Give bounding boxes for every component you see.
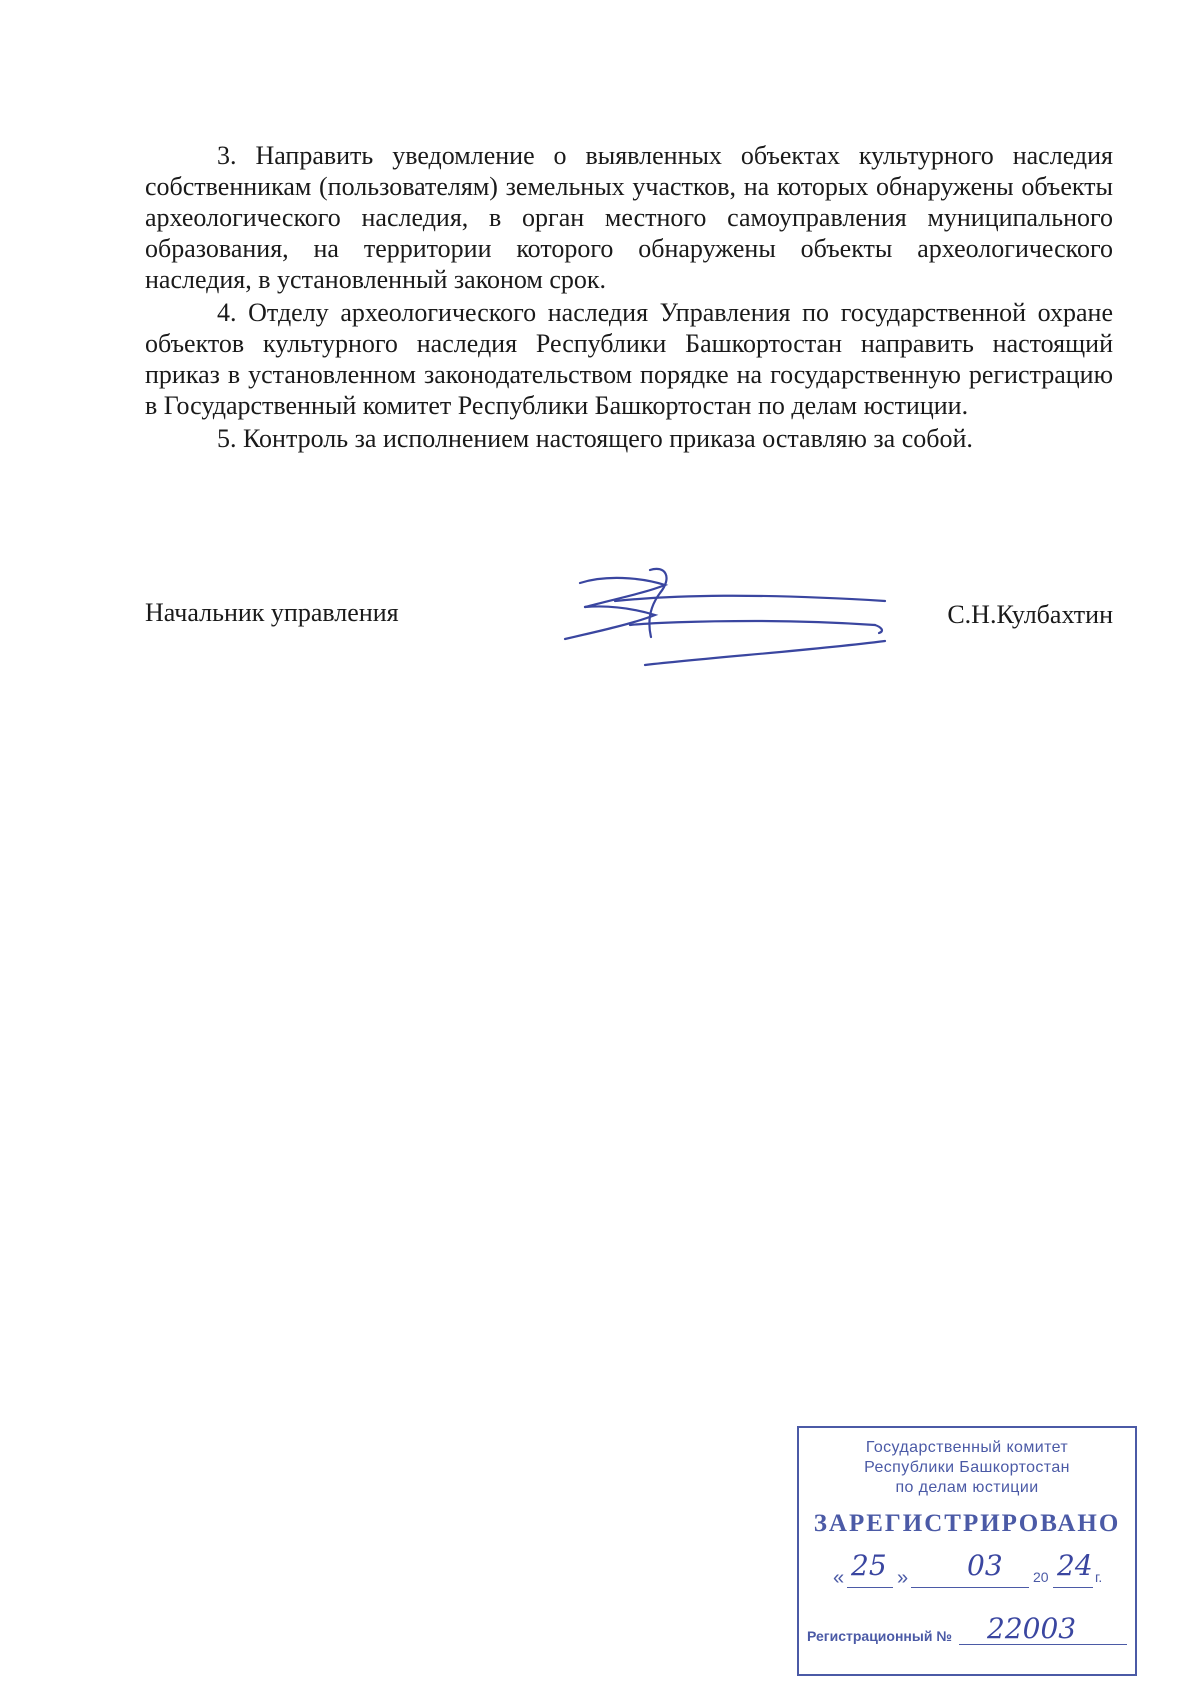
paragraph-5: 5. Контроль за исполнением настоящего приказа оставляю за собой.	[217, 424, 973, 453]
stamp-month: 03	[967, 1549, 1003, 1582]
stamp-organization	[799, 1438, 1135, 1498]
handwritten-signature	[555, 565, 915, 675]
stamp-year-suffix: г.	[1095, 1569, 1103, 1585]
stamp-year-prefix: 20	[1033, 1569, 1049, 1585]
stamp-quote-open: «	[833, 1567, 845, 1589]
stamp-regno-label: Регистрационный №	[807, 1628, 952, 1644]
stamp-date	[799, 1549, 1135, 1593]
registration-stamp	[797, 1426, 1137, 1676]
stamp-registered-label: ЗАРЕГИСТРИРОВАНО	[813, 1510, 1121, 1537]
stamp-year: 24	[1057, 1549, 1093, 1582]
stamp-org-line: Республики Башкортостан	[864, 1459, 1070, 1476]
document-body	[145, 140, 1113, 456]
paragraph-3: 3. Направить уведомление о выявленных объектах культурного наследия собственникам (пользователям) земельных участков, на которых обнаружены объекты археологического наследия, в орган местного самоуправления муниципального образования, на территории которого обнаружены объекты археологического наследия, в установленный законом срок.	[145, 141, 1113, 294]
signatory-name: С.Н.Кулбахтин	[947, 600, 1113, 629]
stamp-regno-value: 22003	[987, 1612, 1077, 1645]
signatory-title: Начальник управления	[145, 598, 399, 627]
stamp-org-line: по делам юстиции	[895, 1479, 1039, 1496]
paragraph-4: 4. Отделу археологического наследия Управления по государственной охране объектов культурного наследия Республики Башкортостан направить настоящий приказ в установленном законодательством порядке на государственную регистрацию в Государственный комитет Республики Башкортостан по делам юстиции.	[145, 298, 1113, 420]
stamp-org-line: Государственный комитет	[865, 1439, 1069, 1456]
stamp-quote-close: »	[897, 1567, 909, 1589]
stamp-day: 25	[851, 1549, 887, 1582]
